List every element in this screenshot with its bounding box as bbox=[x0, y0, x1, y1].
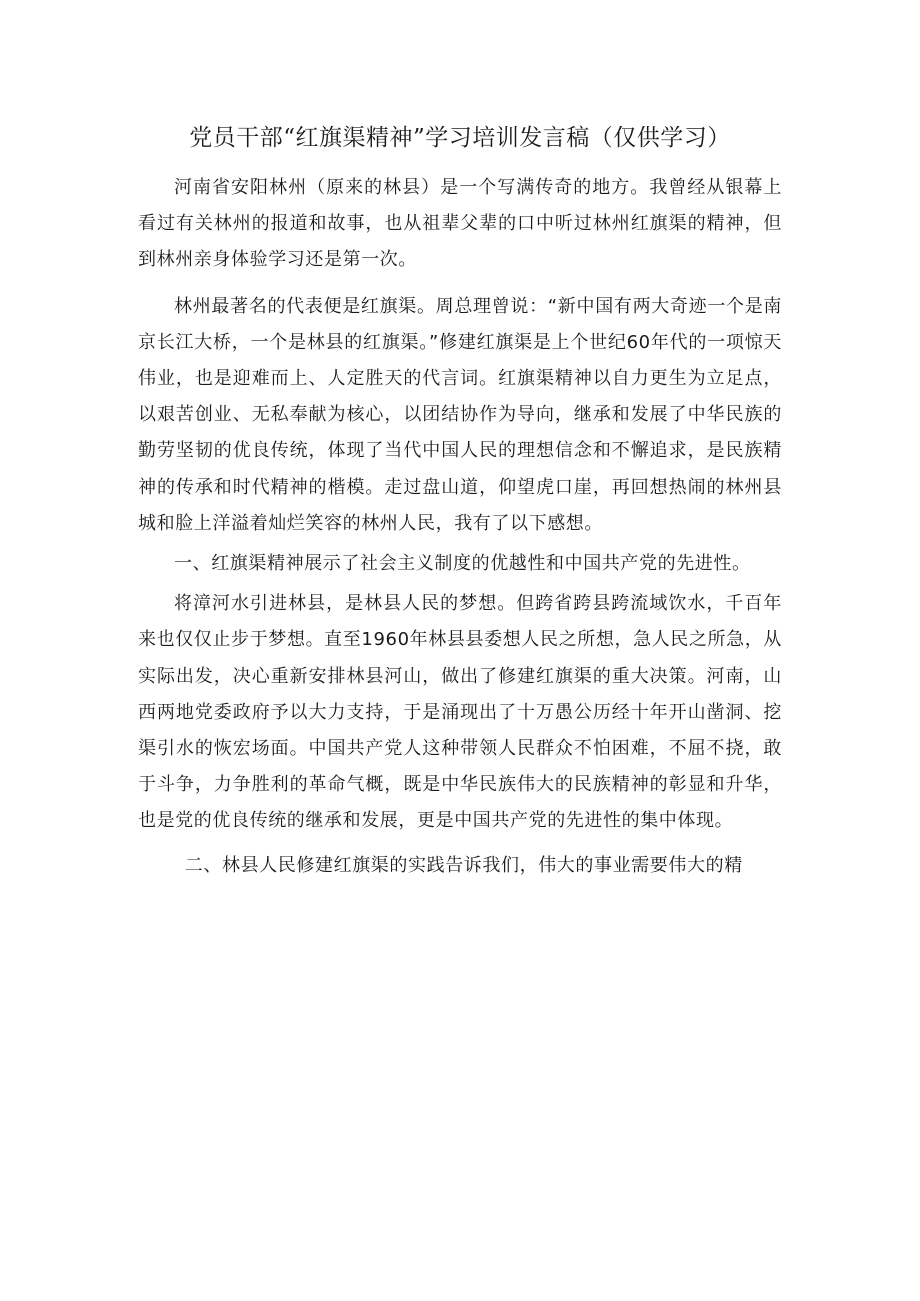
paragraph-section-1-body: 将漳河水引进林县，是林县人民的梦想。但跨省跨县跨流域饮水，千百年来也仅仅止步于梦想。直至1960年林县县委想人民之所想，急人民之所急，从实际出发，决心重新安排林县河山，做出了修建红旗渠的重大决策。河南，山西两地党委政府予以大力支持，于是涌现出了十万愚公历经十年开山凿洞、挖渠引水的恢宏场面。中国共产党人这种带领人民群众不怕困难，不屈不挠，敢于斗争，力争胜利的革命气概，既是中华民族伟大的民族精神的彰显和升华，也是党的优良传统的继承和发展，更是中国共产党的先进性的集中体现。 bbox=[138, 593, 782, 832]
paragraph-intro: 河南省安阳林州（原来的林县）是一个写满传奇的地方。我曾经从银幕上看过有关林州的报道和故事，也从祖辈父辈的口中听过林州红旗渠的精神，但到林州亲身体验学习还是第一次。 bbox=[138, 177, 782, 271]
section-heading-2: 二、林县人民修建红旗渠的实践告诉我们，伟大的事业需要伟大的精 bbox=[184, 854, 743, 876]
document-body bbox=[138, 170, 782, 884]
section-heading-1: 一、红旗渠精神展示了社会主义制度的优越性和中国共产党的先进性。 bbox=[174, 553, 751, 575]
document-title: 党员干部“红旗渠精神”学习培训发言稿（仅供学习） bbox=[189, 125, 731, 151]
paragraph-red-flag-canal: 林州最著名的代表便是红旗渠。周总理曾说：“新中国有两大奇迹一个是南京长江大桥，一个是林县的红旗渠。”修建红旗渠是上个世纪60年代的一项惊天伟业，也是迎难而上、人定胜天的代言词。红旗渠精神以自力更生为立足点，以艰苦创业、无私奉献为核心，以团结协作为导向，继承和发展了中华民族的勤劳坚韧的优良传统，体现了当代中国人民的理想信念和不懈追求，是民族精神的传承和时代精神的楷模。走过盘山道，仰望虎口崖，再回想热闹的林州县城和脸上洋溢着灿烂笑容的林州人民，我有了以下感想。 bbox=[138, 295, 782, 534]
